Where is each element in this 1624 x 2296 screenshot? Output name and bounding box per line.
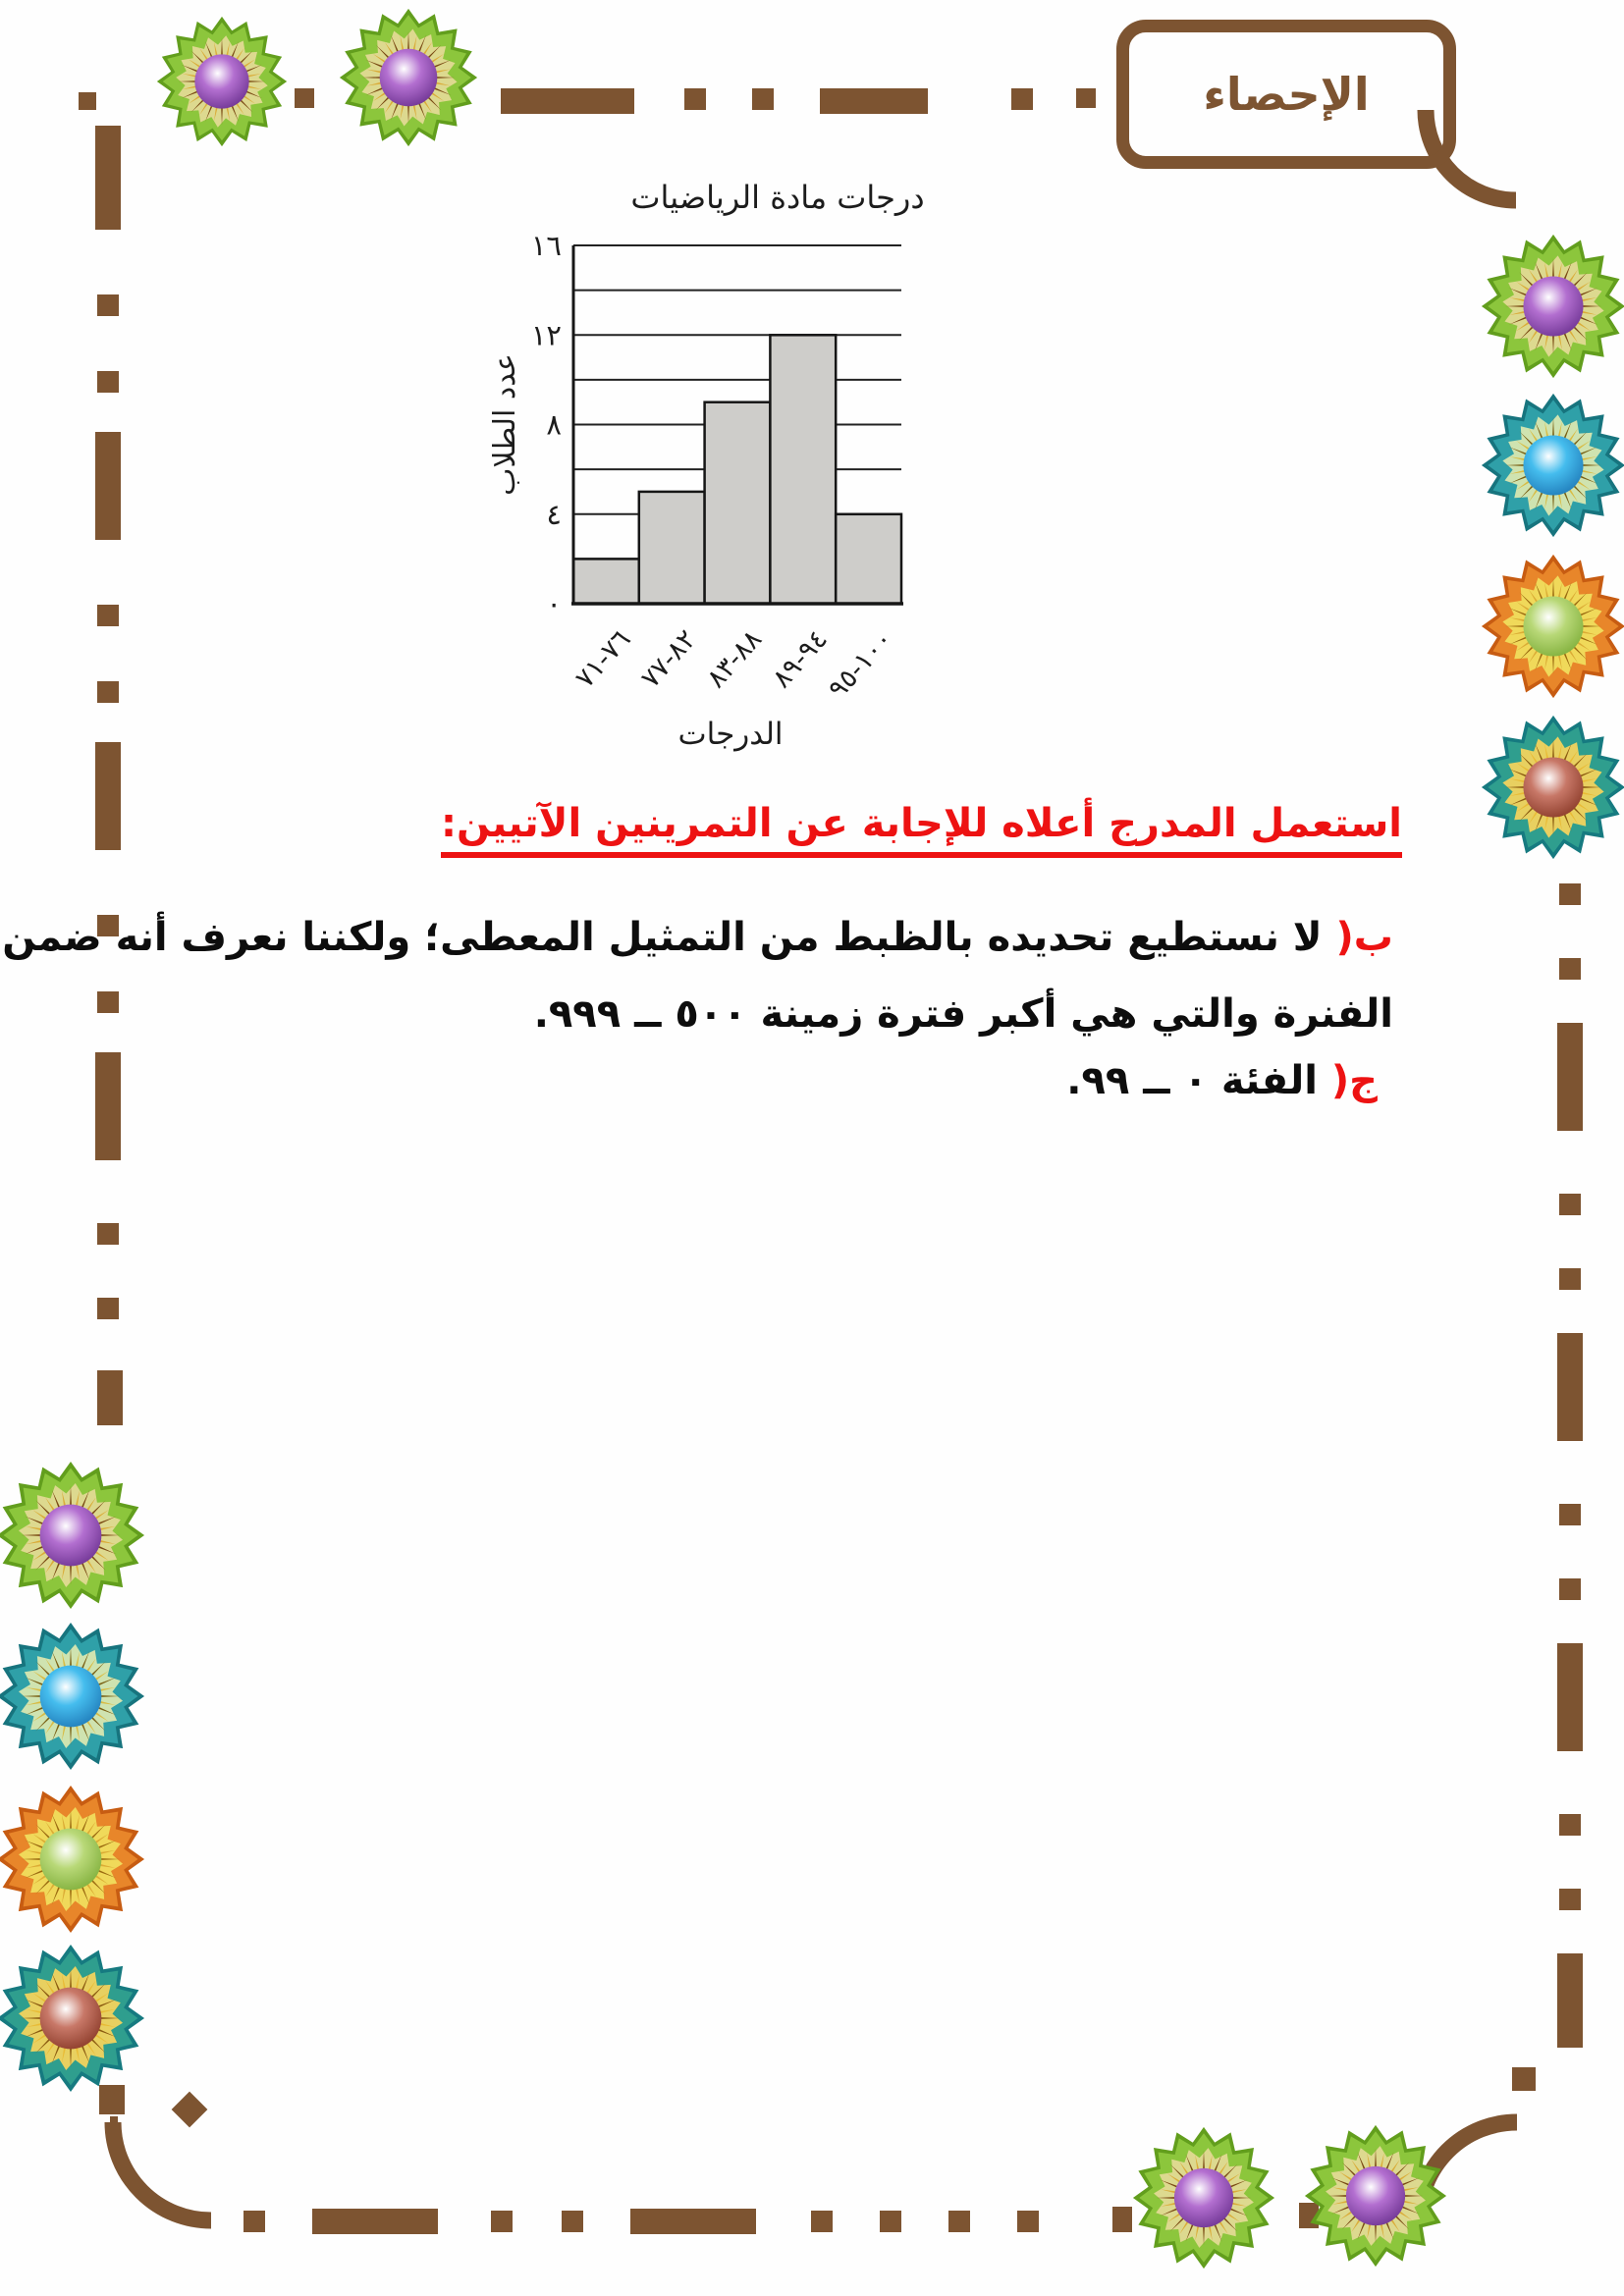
svg-text:الدرجات: الدرجات — [677, 717, 784, 752]
frame-dash — [79, 92, 96, 110]
flower-ornament — [152, 16, 292, 147]
frame-dash — [110, 2116, 118, 2152]
flower-icon — [0, 1622, 145, 1771]
answer-line — [1066, 1058, 1378, 1103]
flower-icon — [1481, 393, 1624, 538]
svg-text:عدد الطلاب: عدد الطلاب — [488, 353, 522, 496]
answer-item-j — [1066, 1058, 1378, 1103]
frame-dash — [97, 1223, 119, 1245]
frame-dash — [97, 1298, 119, 1319]
frame-dash — [95, 1052, 121, 1160]
frame-dash — [1559, 958, 1581, 980]
frame-dash — [1559, 1504, 1581, 1525]
frame-dash — [312, 2209, 438, 2234]
frame-dash — [295, 88, 314, 108]
svg-text:٤: ٤ — [546, 497, 562, 531]
frame-dash — [1112, 2207, 1132, 2232]
flower-ornament — [0, 1622, 145, 1771]
flower-icon — [1481, 715, 1624, 860]
frame-dash — [1011, 88, 1033, 110]
flower-icon — [335, 8, 482, 147]
frame-dash — [1076, 88, 1096, 108]
svg-text:٧٦-٧١: ٧٦-٧١ — [569, 623, 637, 695]
answer-marker: ب( — [1335, 915, 1393, 960]
frame-dash — [1559, 1578, 1581, 1600]
answer-text: لا نستطيع تحديده بالظبط من التمثيل المعطى؛ ولكننا نعرف أنه ضمن — [2, 915, 1323, 960]
flower-ornament — [1132, 2126, 1275, 2269]
frame-dash — [1557, 1023, 1583, 1131]
frame-dash — [95, 126, 121, 230]
flower-icon — [0, 1944, 145, 2093]
flower-ornament — [1481, 234, 1624, 379]
flower-ornament — [335, 8, 482, 147]
flower-icon — [1132, 2126, 1275, 2269]
svg-text:١٦: ١٦ — [530, 229, 562, 262]
frame-dash — [948, 2211, 970, 2232]
frame-dash — [95, 742, 121, 850]
histogram-chart — [452, 167, 962, 795]
frame-dash — [501, 88, 634, 114]
svg-text:٨: ٨ — [546, 407, 562, 442]
frame-dash — [1557, 1953, 1583, 2048]
answer-marker: ج( — [1330, 1058, 1378, 1103]
flower-ornament — [1304, 2124, 1447, 2268]
frame-corner-arc — [113, 2122, 211, 2220]
frame-dash — [95, 432, 121, 540]
frame-dash — [1559, 1889, 1581, 1910]
frame-dash — [491, 2211, 513, 2232]
flower-icon — [1481, 234, 1624, 379]
frame-dash — [244, 2211, 265, 2232]
svg-text:٠: ٠ — [546, 587, 562, 620]
svg-text:٨٨-٨٣: ٨٨-٨٣ — [700, 623, 769, 695]
frame-dash — [1559, 1194, 1581, 1215]
frame-dash — [97, 294, 119, 316]
frame-dash — [1559, 883, 1581, 905]
frame-dash — [97, 371, 119, 393]
flower-icon — [0, 1785, 145, 1934]
svg-text:١٠٠-٩٥: ١٠٠-٩٥ — [822, 623, 899, 705]
badge-label: الإحصاء — [1203, 68, 1370, 121]
frame-dash — [820, 88, 928, 114]
flower-ornament — [0, 1785, 145, 1934]
svg-text:٨٢-٧٧: ٨٢-٧٧ — [635, 623, 703, 695]
answer-item-b — [2, 899, 1393, 1052]
instruction-heading — [441, 801, 1402, 858]
flower-icon — [152, 16, 292, 147]
frame-dash — [97, 1370, 123, 1425]
answer-line: الفنرة والتي هي أكبر فترة زمينة ٥٠٠ ــ ٩٩٩. — [533, 991, 1393, 1037]
answer-text: الفئة ٠ ــ ٩٩. — [1066, 1058, 1318, 1103]
frame-dash — [630, 2209, 756, 2234]
frame-dash — [97, 605, 119, 626]
frame-dash — [1559, 1268, 1581, 1290]
svg-text:٩٤-٨٩: ٩٤-٨٩ — [766, 623, 835, 695]
flower-ornament — [0, 1944, 145, 2093]
frame-dash — [97, 681, 119, 703]
histogram-svg — [452, 167, 962, 795]
svg-text:١٢: ١٢ — [530, 318, 562, 352]
frame-dash — [1017, 2211, 1039, 2232]
frame-dash — [562, 2211, 583, 2232]
instruction-text: استعمل المدرج أعلاه للإجابة عن التمرينين الآتيين: — [441, 801, 1402, 858]
svg-text:درجات مادة الرياضيات: درجات مادة الرياضيات — [630, 179, 925, 216]
flower-ornament — [1481, 715, 1624, 860]
frame-dash — [1559, 1814, 1581, 1836]
frame-dash — [1512, 2067, 1536, 2091]
flower-ornament — [0, 1461, 145, 1610]
flower-icon — [0, 1461, 145, 1610]
frame-dash — [880, 2211, 901, 2232]
frame-dash — [172, 2092, 208, 2128]
frame-dash — [811, 2211, 833, 2232]
flower-icon — [1481, 554, 1624, 699]
frame-dash — [752, 88, 774, 110]
answer-line — [2, 899, 1393, 976]
statistics-badge — [1116, 20, 1456, 169]
flower-ornament — [1481, 393, 1624, 538]
flower-icon — [1304, 2124, 1447, 2268]
frame-dash — [684, 88, 706, 110]
frame-dash — [1557, 1333, 1583, 1441]
frame-dash — [1557, 1643, 1583, 1751]
flower-ornament — [1481, 554, 1624, 699]
